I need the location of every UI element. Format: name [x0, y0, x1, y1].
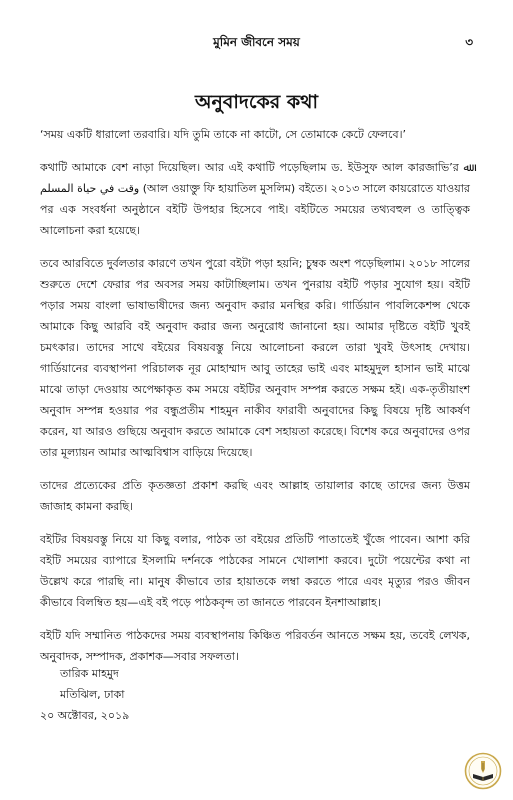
book-pen-logo-icon	[464, 752, 502, 790]
page-header	[40, 32, 473, 52]
paragraph: বইটির বিষয়বস্তু নিয়ে যা কিছু বলার, পাঠক তা বইয়ের প্রতিটি পাতাতেই খুঁজে পাবেন। আশা করি বইটি সময়ের ব্যাপারে ইসলামি দর্শনকে পাঠকের সামনে খোলাশা করবে। দুটো পয়েন্টের কথা না উল্লেখ করে পারছি না। মানুষ কীভাবে তার হায়াতকে লম্বা করতে পারে এবং মৃত্যুর পরও জীবন কীভাবে বিলম্বিত হয়—এই বই পড়ে পাঠকবৃন্দ তা জানতে পারবেন ইনশাআল্লাহ।	[40, 533, 470, 609]
paragraph: তাদের প্রত্যেকের প্রতি কৃতজ্ঞতা প্রকাশ করছি এবং আল্লাহ তায়ালার কাছে তাদের জন্য উত্তম জাজাহ কামনা করছি।	[40, 479, 470, 513]
body-text	[40, 124, 470, 679]
chapter-title: অনুবাদকের কথা	[195, 91, 318, 113]
paragraph: কথাটি আমাকে বেশ নাড়া দিয়েছিল। আর এই কথাটি পড়েছিলাম ড. ইউসুফ আল কারজাভি’র ﷲ وقت في حياة المسلم (আল ওয়াক্তু ফি হায়াতিল মুসলিম) বইতে। ২০১৩ সালে কায়রোতে যাওয়ার পর এক সংবর্ধনা অনুষ্ঠানে বইটি উপহার হিসেবে পাই। বইটিতে সময়ের তথ্যবহুল ও তাত্ত্বিক আলোচনা করা হয়েছে।	[40, 161, 470, 237]
translator-signature	[40, 663, 130, 726]
paragraph-quote: ‘সময় একটি ধারালো তরবারি। যদি তুমি তাকে না কাটো, সে তোমাকে কেটে ফেলবে।’	[40, 128, 407, 141]
paragraph: বইটি যদি সম্মানিত পাঠকদের সময় ব্যবস্থাপনায় কিঞ্চিত পরিবর্তন আনতে সক্ষম হয়, তবেই লেখক, অনুবাদক, সম্পাদক, প্রকাশক—সবার সফলতা।	[40, 629, 470, 663]
translator-name: তারিক মাহমুদ	[60, 667, 119, 680]
signature-date: ২০ অক্টোবর, ২০১৯	[40, 709, 130, 722]
signature-place: মতিঝিল, ঢাকা	[60, 688, 125, 701]
running-title: মুমিন জীবনে সময়	[213, 35, 300, 49]
paragraph: তবে আরবিতে দুর্বলতার কারণে তখন পুরো বইটা পড়া হয়নি; চুম্বক অংশ পড়েছিলাম। ২০১৮ সালের শুরুতে দেশে ফেরার পর অবসর সময় কাটাচ্ছিলাম। তখন পুনরায় বইটি পড়ার সুযোগ হয়। বইটি পড়ার সময় বাংলা ভাষাভাষীদের জন্য অনুবাদ করার মনস্থির করি। গার্ডিয়ান পাবলিকেশন্স থেকে আমাকে কিছু আরবি বই অনুবাদ করার জন্য অনুরোধ জানানো হয়। আমার দৃষ্টিতে বইটি খুবই চমৎকার। তাদের সাথে বইয়ের বিষয়বস্তু নিয়ে আলোচনা করলে তারা খুবই উৎসাহ দেখায়। গার্ডিয়ানের ব্যবস্থাপনা পরিচালক নূর মোহাম্মাদ আবু তাহের ভাই এবং মাহমুদুল হাসান ভাই মাঝে মাঝে তাড়া দেওয়ায় অপেক্ষাকৃত কম সময়ে বইটির অনুবাদ সম্পন্ন করতে সক্ষম হই। এক-তৃতীয়াংশ অনুবাদ সম্পন্ন হওয়ার পর বন্ধুপ্রতীম শাহমুন নাকীব ফারাবী অনুবাদের কিছু বিষয়ে দৃষ্টি আকর্ষণ করেন, যা আরও গুছিয়ে অনুবাদ করতে আমাকে বেশ সহায়তা করেছে। বিশেষ করে অনুবাদের ওপর তার মূল্যায়ন আমার আত্মবিশ্বাস বাড়িয়ে দিয়েছে।	[40, 257, 470, 459]
page-number: ৩	[465, 35, 473, 49]
